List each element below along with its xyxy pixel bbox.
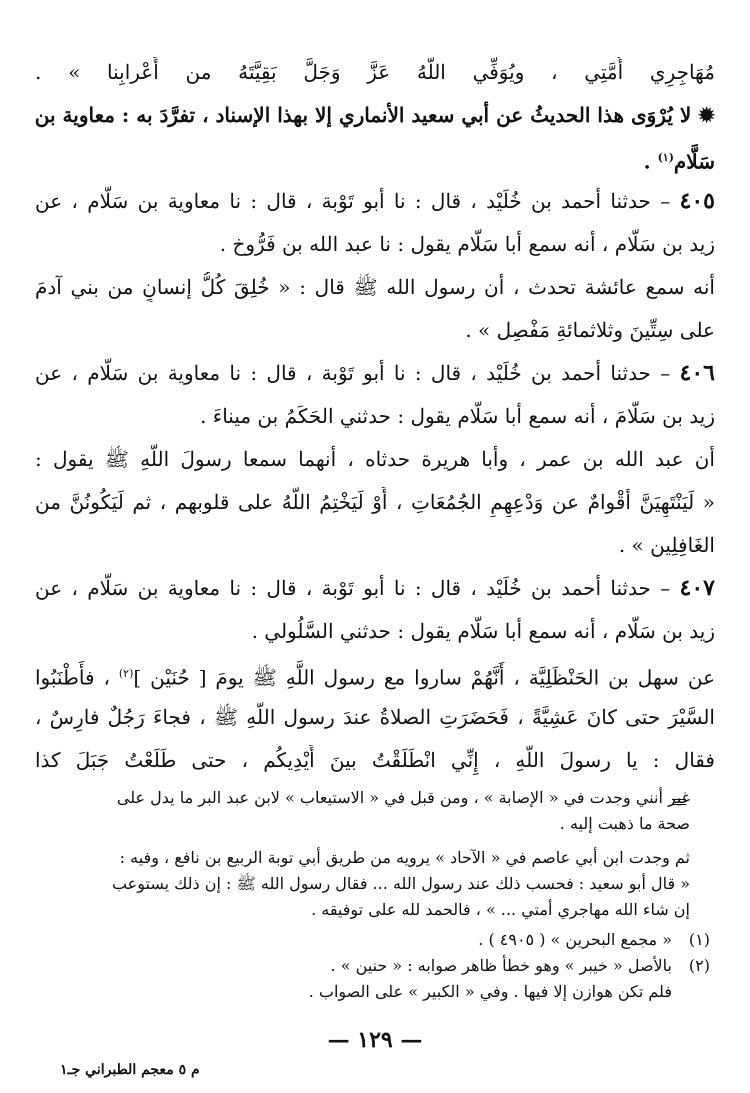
text-line-3: سَلَّام$^{(١)}$ . bbox=[643, 149, 715, 174]
footnote-continuation-4: « قال أبو سعيد : فحسب ذلك عند رسول الله ... فقال رسول الله ﷺ : إن ذلك يستوعب bbox=[111, 874, 690, 893]
text-line-14: زيد بن سَلَّام ، أنه سمع أبا سَلَّام يقول : حدثني السَّلُولي . bbox=[251, 619, 715, 643]
text-line-7: على سِتِّينَ وثلاثمائةِ مَفْصِل » . bbox=[465, 318, 715, 342]
text-line-6: أنه سمع عائشة تحدث ، أن رسول الله ﷺ قال : « خُلِقَ كُلُّ إنسانٍ من بني آدمَ bbox=[35, 275, 715, 299]
hadith-405-heading: ٤٠٥ – حدثنا أحمد بن خُلَيْد ، قال : نا أبو تَوْبة ، قال : نا معاوية بن سَلَّام ، عن bbox=[35, 188, 715, 214]
hadith-number: ٤٠٥ bbox=[679, 188, 715, 214]
footnote-2-mark: (٢) bbox=[688, 956, 710, 975]
footnote-1: « مجمع البحرين » ( ٤٩٠٥ ) . bbox=[478, 930, 672, 949]
hadith-407-heading: ٤٠٧ – حدثنا أحمد بن خُلَيْد ، قال : نا أبو تَوْبة ، قال : نا معاوية بن سَلَّام ، عن bbox=[35, 575, 715, 601]
footnote-2: بالأصل « خيبر » وهو خطأ ظاهر صوابه : « حنين » . bbox=[330, 956, 672, 975]
text-line-12: الغَافِلِين » . bbox=[618, 533, 715, 557]
footnote-continuation-3: ثم وجدت ابن أبي عاصم في « الآحاد » يرويه من طريق أبي توبة الربيع بن نافع ، وفيه : bbox=[119, 848, 690, 867]
hadith-406-heading: ٤٠٦ – حدثنا أحمد بن خُلَيْد ، قال : نا أبو تَوْبة ، قال : نا معاوية بن سَلَّام ، عن bbox=[35, 360, 715, 386]
text-line-2: ✹ لا يُرْوَى هذا الحديثُ عن أبي سعيد الأنماري إلا بهذا الإسناد ، تفرَّدَ به : معاوية بن bbox=[35, 103, 715, 127]
text-line-9: زيد بن سَلَّامَ ، أنه سمع أبا سَلَّام يقول : حدثني الحَكَمُ بن ميناءَ . bbox=[200, 404, 715, 428]
text-line-10: أن عبد الله بن عمر ، وأبا هريرة حدثاه ، أنهما سمعا رسولَ اللَّهِ ﷺ يقول : bbox=[35, 447, 715, 471]
footnote-continuation-2: صحة ما ذهبت إليه . bbox=[559, 814, 690, 833]
footnote-continuation-5: إن شاء الله مهاجري أمتي ... » ، فالحمد لله على توفيقه . bbox=[311, 900, 690, 919]
text-line-11: « لَيَنْتَهِيَنَّ أقْوامٌ عن وَدْعِهِمِ الجُمُعَاتِ ، أَوْ لَيَخْتِمُ اللَّهُ على قلوبهم ، ثم لَيَكُونُنَّ من bbox=[35, 490, 715, 514]
text-line-17: فقال : يا رسولَ اللَّهِ ، إِنِّي انْطَلَقْتُ بينَ أَيْدِيكُم ، حتى طَلَعْتُ جَبَلَ كذا bbox=[35, 748, 715, 772]
footnote-2-continuation: فلم تكن هوازن إلا فيها . وفي « الكبير » على الصواب . bbox=[308, 982, 672, 1001]
page-number: — ١٢٩ — bbox=[327, 1027, 423, 1053]
star-marker: ✹ bbox=[698, 103, 715, 127]
footnote-1-mark: (١) bbox=[688, 930, 710, 949]
footnote-ref: (٢) bbox=[118, 667, 134, 680]
hadith-number: ٤٠٦ bbox=[679, 360, 715, 386]
text-line-5: زيد بن سَلَّام ، أنه سمع أبا سَلَّام يقول : نا عبد الله بن فَرُّوخ . bbox=[219, 232, 715, 256]
hadith-number: ٤٠٧ bbox=[679, 575, 715, 601]
footnote-continuation-1: غير أنني وجدت في « الإصابة » ، ومن قبل في « الاستيعاب » لابن عبد البر ما يدل على bbox=[116, 788, 690, 807]
text-line-16: السَّيْرَ حتى كانَ عَشِيَّةً ، فَحَضَرَتِ الصلاةُ عندَ رسول اللَّهِ ﷺ ، فجاءَ رَجُلٌ فارِسٌ ، bbox=[35, 705, 715, 729]
text-line-15: عن سهل بن الحَنْظَلِيَّة ، أَنَّهُمْ ساروا مع رسول اللَّهِ ﷺ يومَ [ حُنَيْن ]$^{(٢)}$ ، فأَطْنَبُوا bbox=[35, 665, 715, 690]
text-line-1: مُهَاجِرِي أُمَّتِي ، ويُوَفِّي اللَّهُ عَزَّ وَجَلَّ بَقِيَّتَهُ من أَعْرابِنا » . bbox=[35, 60, 715, 84]
footnote-ref: (١) bbox=[657, 151, 674, 164]
running-footer: م ٥ معجم الطبراني جـ١ bbox=[60, 1062, 200, 1078]
